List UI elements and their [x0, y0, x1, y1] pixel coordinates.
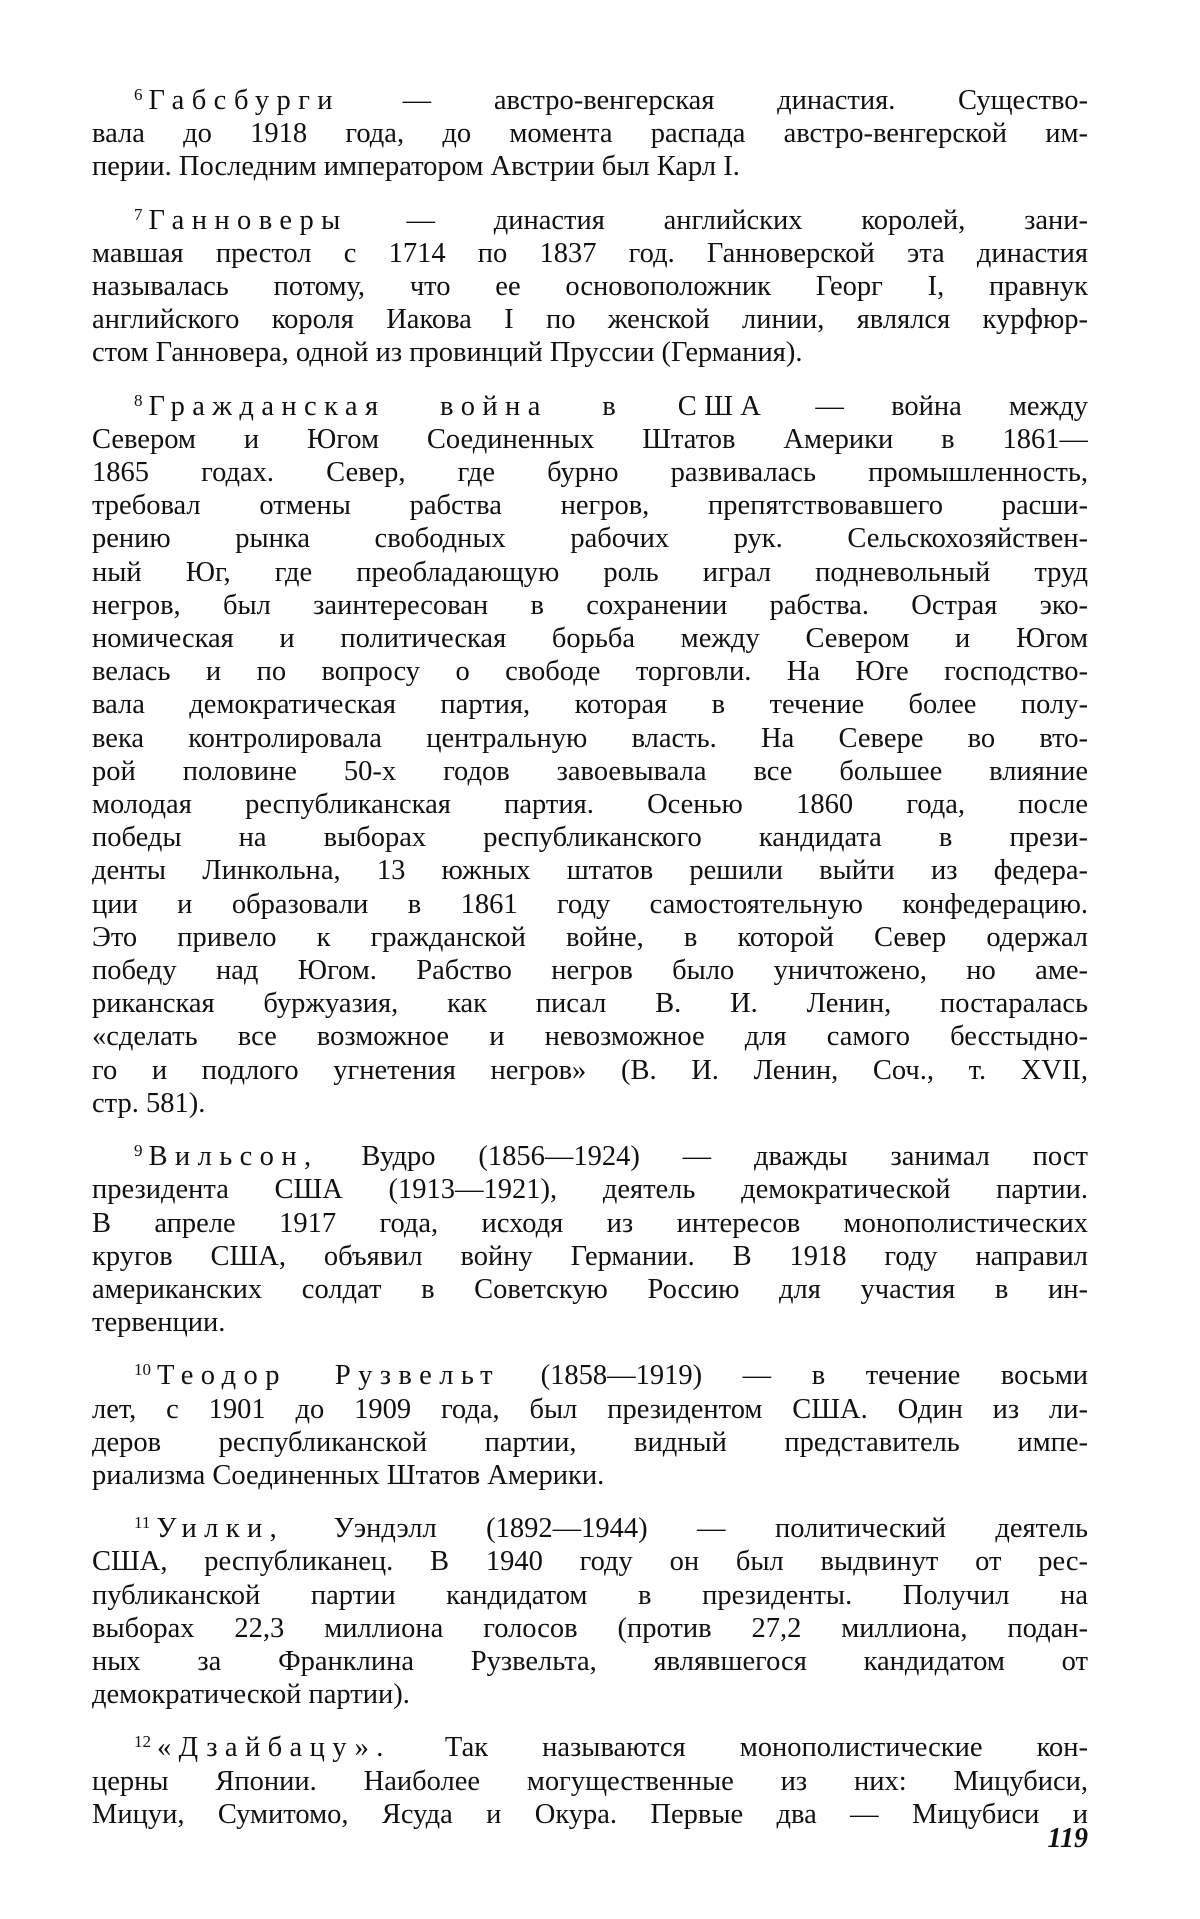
- note-line: номическая и политическая борьба между Севером и Югом: [92, 623, 1088, 655]
- footnote-8: [92, 384, 1088, 1120]
- note-term: Уилки,: [156, 1513, 285, 1545]
- note-line: велась и по вопросу о свободе торговли. На Юге господство-: [92, 656, 1088, 688]
- note-line: [92, 78, 1088, 117]
- footnote-12: [92, 1725, 1088, 1831]
- note-term: Ганноверы: [148, 204, 348, 236]
- note-line: вала до 1918 года, до момента распада австро-венгерской им-: [92, 118, 1088, 150]
- note-line: [92, 1353, 1088, 1392]
- note-line: называлась потому, что ее основоположник Георг I, правнук: [92, 271, 1088, 303]
- note-line: [92, 1506, 1088, 1545]
- note-line: Это привело к гражданской войне, в которой Север одержал: [92, 921, 1088, 953]
- note-number: 12: [134, 1732, 151, 1752]
- note-line: выборах 22,3 миллиона голосов (против 27,2 миллиона, подан-: [92, 1612, 1088, 1644]
- page-number: 119: [1047, 1823, 1088, 1854]
- note-line: 1865 годах. Север, где бурно развивалась промышленность,: [92, 457, 1088, 489]
- note-line: требовал отмены рабства негров, препятствовавшего расши-: [92, 490, 1088, 522]
- note-line: победу над Югом. Рабство негров было уничтожено, но аме-: [92, 955, 1088, 987]
- note-text: Так называются монополистические кон-: [390, 1732, 1088, 1764]
- note-term: Теодор Рузвельт: [157, 1360, 501, 1392]
- note-line: деров республиканской партии, видный представитель импе-: [92, 1426, 1088, 1458]
- note-line: США, республиканец. В 1940 году он был выдвинут от рес-: [92, 1546, 1088, 1578]
- note-line: ции и образовали в 1861 году самостоятельную конфедерацию.: [92, 888, 1088, 920]
- footnote-10: [92, 1353, 1088, 1492]
- note-term: «Дзайбацу».: [157, 1732, 391, 1764]
- note-line: вала демократическая партия, которая в течение более полу-: [92, 689, 1088, 721]
- note-line: перии. Последним императором Австрии был Карл I.: [92, 151, 740, 183]
- note-text: (1858—1919) — в течение восьми: [500, 1360, 1088, 1392]
- note-line: негров, был заинтересован в сохранении рабства. Острая эко-: [92, 589, 1088, 621]
- note-term: Габсбурги: [148, 85, 340, 116]
- footnote-6: [92, 78, 1088, 184]
- footnote-7: [92, 198, 1088, 370]
- note-text: — династия английских королей, зани-: [347, 204, 1088, 236]
- note-line: американских солдат в Советскую Россию для участия в ин-: [92, 1273, 1088, 1305]
- note-line: победы на выборах республиканского кандидата в прези-: [92, 822, 1088, 854]
- note-line: [92, 1134, 1088, 1173]
- note-line: кругов США, объявил войну Германии. В 1918 году направил: [92, 1240, 1088, 1272]
- note-term: Гражданская война в США: [148, 390, 769, 422]
- note-number: 9: [134, 1141, 143, 1161]
- footnote-11: [92, 1506, 1088, 1711]
- note-line: президента США (1913—1921), деятель демократической партии.: [92, 1174, 1088, 1206]
- note-line: мавшая престол с 1714 по 1837 год. Ганноверской эта династия: [92, 237, 1088, 269]
- note-line: Мицуи, Сумитомо, Ясуда и Окура. Первые два — Мицубиси и: [92, 1798, 1088, 1830]
- note-line: ных за Франклина Рузвельта, являвшегося кандидатом от: [92, 1645, 1088, 1677]
- note-term: Вильсон,: [148, 1141, 319, 1173]
- note-line: лет, с 1901 до 1909 года, был президентом США. Один из ли-: [92, 1393, 1088, 1425]
- note-line: ный Юг, где преобладающую роль играл подневольный труд: [92, 556, 1088, 588]
- note-line: [92, 384, 1088, 423]
- note-line: го и подлого угнетения негров» (В. И. Ленин, Соч., т. XVII,: [92, 1054, 1088, 1086]
- note-line: церны Японии. Наиболее могущественные из них: Мицубиси,: [92, 1765, 1088, 1797]
- note-line: риканская буржуазия, как писал В. И. Ленин, постаралась: [92, 988, 1088, 1020]
- note-text: — австро-венгерская династия. Существо-: [339, 85, 1088, 116]
- note-line: английского короля Иакова I по женской линии, являлся курфюр-: [92, 304, 1088, 336]
- note-line: рой половине 50-х годов завоевывала все большее влияние: [92, 755, 1088, 787]
- note-number: 10: [134, 1360, 151, 1380]
- note-line: молодая республиканская партия. Осенью 1860 года, после: [92, 789, 1088, 821]
- note-text: Уэндэлл (1892—1944) — политический деятель: [284, 1513, 1088, 1545]
- note-line: публиканской партии кандидатом в президенты. Получил на: [92, 1579, 1088, 1611]
- footnotes-list: [92, 78, 1088, 1845]
- note-text: — война между: [768, 390, 1088, 422]
- note-line: денты Линкольна, 13 южных штатов решили выйти из федера-: [92, 855, 1088, 887]
- note-line: стр. 581).: [92, 1087, 206, 1119]
- note-line: тервенции.: [92, 1307, 226, 1339]
- footnote-9: [92, 1134, 1088, 1339]
- note-line: века контролировала центральную власть. На Севере во вто-: [92, 722, 1088, 754]
- note-line: [92, 198, 1088, 237]
- note-text: Вудро (1856—1924) — дважды занимал пост: [318, 1141, 1088, 1173]
- note-number: 6: [134, 85, 143, 104]
- note-line: стом Ганновера, одной из провинций Пруссии (Германия).: [92, 337, 803, 369]
- note-number: 7: [134, 204, 143, 224]
- note-number: 8: [134, 390, 143, 410]
- note-line: [92, 1725, 1088, 1764]
- note-line: Севером и Югом Соединенных Штатов Америки в 1861—: [92, 423, 1088, 455]
- note-line: демократической партии).: [92, 1679, 410, 1711]
- note-line: В апреле 1917 года, исходя из интересов монополистических: [92, 1207, 1088, 1239]
- note-line: риализма Соединенных Штатов Америки.: [92, 1459, 605, 1491]
- note-line: «сделать все возможное и невозможное для самого бесстыдно-: [92, 1021, 1088, 1053]
- note-line: рению рынка свободных рабочих рук. Сельскохозяйствен-: [92, 523, 1088, 555]
- note-number: 11: [134, 1513, 151, 1533]
